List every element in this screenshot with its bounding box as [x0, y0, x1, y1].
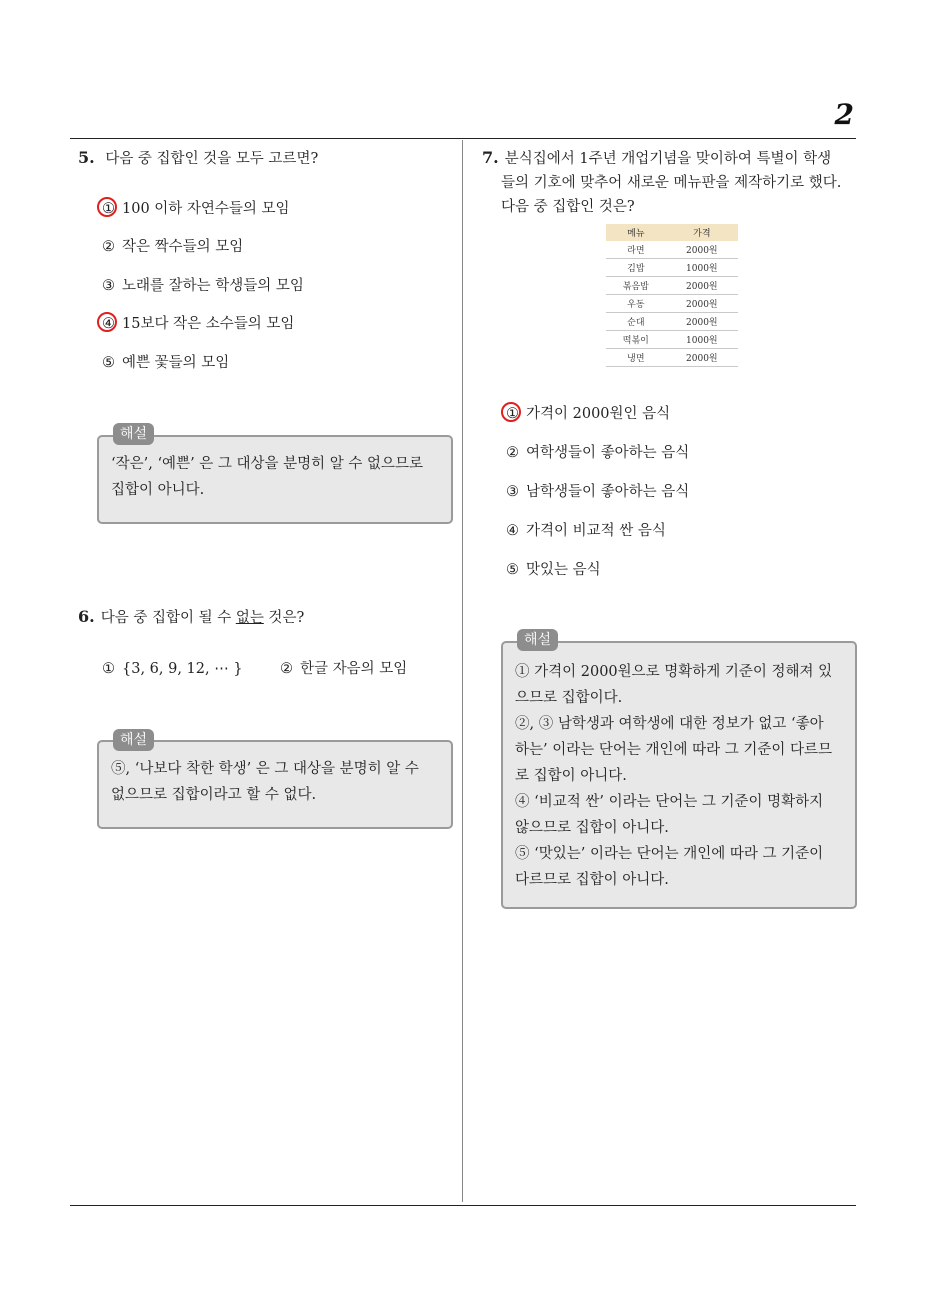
explanation-line: 으므로 집합이다.: [515, 690, 623, 706]
menu-header-price: 가격: [666, 224, 738, 241]
q5-option-1[interactable]: [102, 198, 290, 220]
column-divider: [462, 140, 463, 1202]
menu-price: 2000원: [666, 241, 738, 259]
question-text: 다음 중 집합인 것은?: [501, 199, 635, 215]
option-mark: ①: [506, 406, 519, 422]
option-mark: ①: [102, 201, 115, 217]
option-text: 가격이 2000원인 음식: [526, 406, 671, 422]
menu-item: 라면: [606, 241, 666, 259]
explanation-line: ④ ‘비교적 싼’ 이라는 단어는 그 기준이 명확하지: [515, 794, 824, 810]
explanation-line: 집합이 아니다.: [111, 482, 205, 498]
table-row: [606, 349, 738, 367]
menu-item: 볶음밥: [606, 277, 666, 295]
menu-price: 2000원: [666, 277, 738, 295]
menu-price: 2000원: [666, 295, 738, 313]
explanation-line: 다르므로 집합이 아니다.: [515, 872, 669, 888]
q7-option-5[interactable]: [506, 559, 601, 581]
q5-option-5[interactable]: [102, 352, 229, 374]
explanation-tab: 해설: [517, 629, 558, 651]
explanation-line: 로 집합이 아니다.: [515, 768, 627, 784]
q5-option-3[interactable]: [102, 275, 304, 297]
option-mark: ①: [102, 661, 115, 677]
option-mark: ②: [506, 445, 519, 461]
question-number: 7.: [482, 148, 499, 167]
option-mark: ④: [506, 523, 519, 539]
option-mark: ③: [102, 278, 115, 294]
question-text: 것은?: [263, 610, 305, 626]
table-row: [606, 295, 738, 313]
menu-item: 김밥: [606, 259, 666, 277]
option-text: 15보다 작은 소수들의 모임: [122, 316, 295, 332]
explanation-tab: 해설: [113, 423, 154, 445]
option-mark: ③: [506, 484, 519, 500]
question-number: 6.: [78, 607, 95, 626]
page-number: 2: [834, 98, 854, 131]
option-mark: ⑤: [506, 562, 519, 578]
menu-price: 2000원: [666, 313, 738, 331]
question-7: [482, 146, 862, 219]
explanation-line: ① 가격이 2000원으로 명확하게 기준이 정해져 있: [515, 664, 833, 680]
menu-price: 1000원: [666, 331, 738, 349]
menu-table: [606, 224, 738, 367]
table-row: [606, 259, 738, 277]
option-text: 맛있는 음식: [526, 562, 601, 578]
menu-item: 냉면: [606, 349, 666, 367]
option-text: 예쁜 꽃들의 모임: [122, 355, 230, 371]
option-text: 여학생들이 좋아하는 음식: [526, 445, 690, 461]
explanation-line: ⑤, ‘나보다 착한 학생’ 은 그 대상을 분명히 알 수: [111, 761, 419, 777]
option-text: 100 이하 자연수들의 모임: [122, 201, 290, 217]
option-mark: ②: [280, 661, 293, 677]
explanation-box: [97, 740, 453, 829]
option-text: 한글 자음의 모임: [300, 661, 408, 677]
question-text: 분식집에서 1주년 개업기념을 맞이하여 특별이 학생: [504, 151, 832, 167]
explanation-line: 없으므로 집합이라고 할 수 없다.: [111, 787, 317, 803]
question-text: 들의 기호에 맞추어 새로운 메뉴판을 제작하기로 했다.: [501, 175, 842, 191]
menu-price: 2000원: [666, 349, 738, 367]
answer-circle-mark: [97, 197, 117, 217]
explanation-line: ②, ③ 남학생과 여학생에 대한 정보가 없고 ‘좋아: [515, 716, 824, 732]
question-5: [78, 146, 318, 171]
footer-rule: [70, 1205, 856, 1206]
option-mark: ⑤: [102, 355, 115, 371]
question-number: 5.: [78, 148, 95, 167]
q7-option-3[interactable]: [506, 481, 689, 503]
option-text: 가격이 비교적 싼 음식: [526, 523, 666, 539]
table-row: [606, 313, 738, 331]
explanation-tab: 해설: [113, 729, 154, 751]
option-text: 남학생들이 좋아하는 음식: [526, 484, 690, 500]
question-text: 다음 중 집합이 될 수: [100, 610, 236, 626]
menu-item: 순대: [606, 313, 666, 331]
explanation-line: 않으므로 집합이 아니다.: [515, 820, 669, 836]
table-row: [606, 331, 738, 349]
q6-option-2[interactable]: [280, 658, 407, 680]
menu-price: 1000원: [666, 259, 738, 277]
explanation-line: ‘작은’, ‘예쁜’ 은 그 대상을 분명히 알 수 없으므로: [111, 456, 424, 472]
menu-header-item: 메뉴: [606, 224, 666, 241]
table-row: [606, 241, 738, 259]
q6-option-1[interactable]: [102, 658, 243, 680]
option-mark: ④: [102, 316, 115, 332]
answer-circle-mark: [501, 402, 521, 422]
header-rule: [70, 138, 856, 139]
q5-option-2[interactable]: [102, 236, 243, 258]
answer-circle-mark: [97, 312, 117, 332]
explanation-line: 하는’ 이라는 단어는 개인에 따라 그 기준이 다르므: [515, 742, 833, 758]
q7-option-1[interactable]: [506, 403, 670, 425]
option-text: 작은 짝수들의 모임: [122, 239, 244, 255]
option-mark: ②: [102, 239, 115, 255]
q7-option-4[interactable]: [506, 520, 666, 542]
option-text: {3, 6, 9, 12, ⋯ }: [122, 661, 243, 677]
question-text: 다음 중 집합인 것을 모두 고르면?: [105, 151, 319, 167]
menu-item: 우동: [606, 295, 666, 313]
q7-option-2[interactable]: [506, 442, 689, 464]
menu-item: 떡볶이: [606, 331, 666, 349]
q5-option-4[interactable]: [102, 313, 294, 335]
explanation-box: [501, 641, 857, 909]
question-text-emphasis: 없는: [235, 610, 264, 626]
option-text: 노래를 잘하는 학생들의 모임: [122, 278, 304, 294]
explanation-line: ⑤ ‘맛있는’ 이라는 단어는 개인에 따라 그 기준이: [515, 846, 824, 862]
explanation-box: [97, 435, 453, 524]
question-6: [78, 605, 304, 630]
table-row: [606, 277, 738, 295]
